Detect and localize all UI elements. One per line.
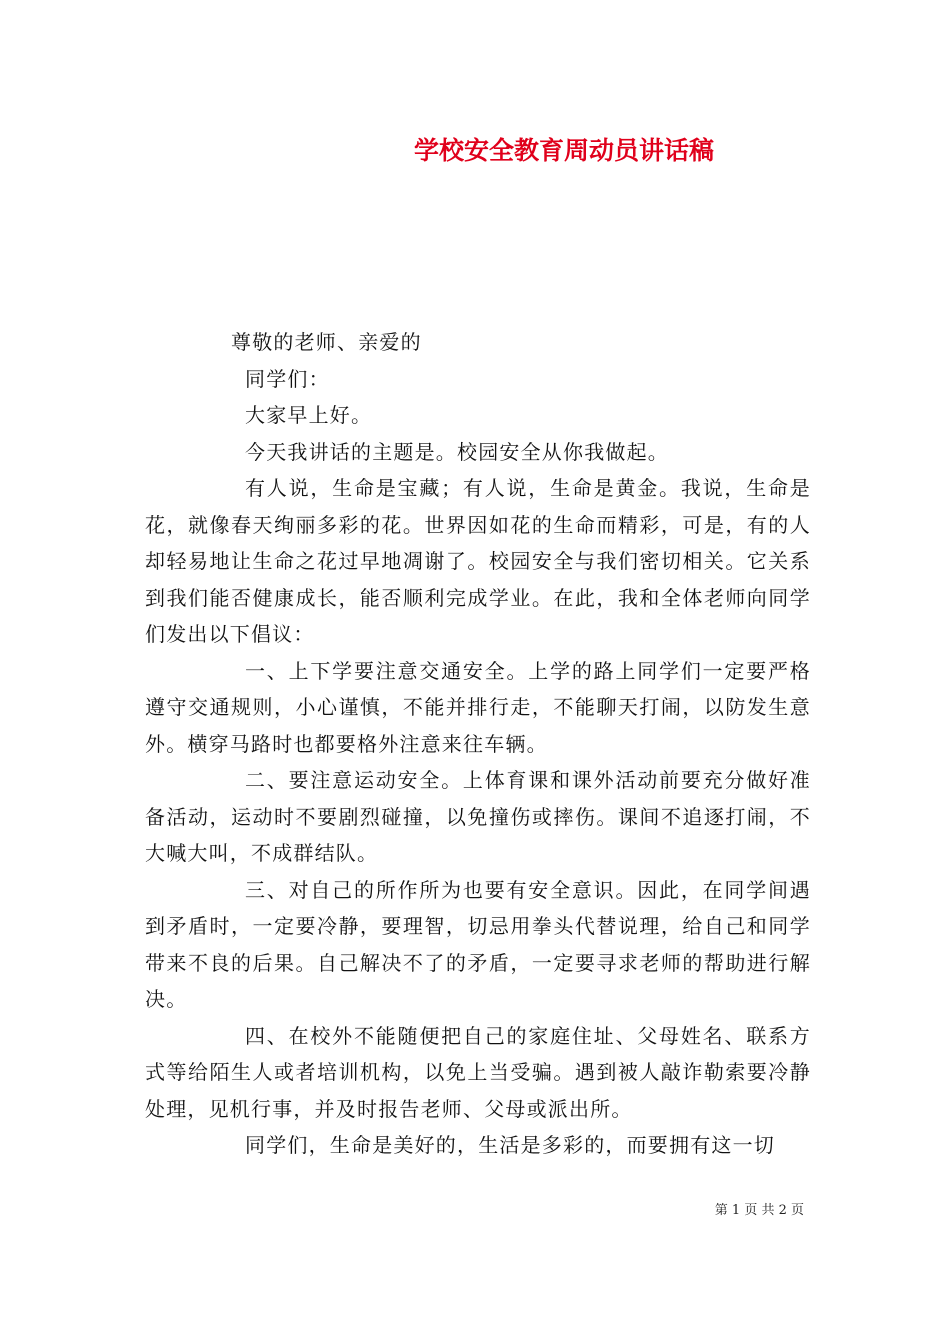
paragraph-point-1: 一、上下学要注意交通安全。上学的路上同学们一定要严格遵守交通规则，小心谨慎，不能并排行走，不能聊天打闹，以防发生意外。横穿马路时也都要格外注意来往车辆。 (145, 658, 811, 756)
document-title: 学校安全教育周动员讲话稿 (414, 136, 715, 165)
greeting: 大家早上好。 (245, 403, 373, 427)
paragraph-point-4: 四、在校外不能随便把自己的家庭住址、父母姓名、联系方式等给陌生人或者培训机构，以免上当受骗。遇到被人敲诈勒索要冷静处理，见机行事，并及时报告老师、父母或派出所。 (145, 1023, 811, 1121)
paragraph-closing: 同学们，生命是美好的，生活是多彩的，而要拥有这一切 (245, 1133, 775, 1157)
salutation-line-2: 同学们： (245, 366, 330, 391)
paragraph-point-2: 二、要注意运动安全。上体育课和课外活动前要充分做好准备活动，运动时不要剧烈碰撞，以免撞伤或摔伤。课间不追逐打闹，不大喊大叫，不成群结队。 (145, 768, 811, 865)
page-number-label: 第 1 页 共 2 页 (714, 1203, 804, 1218)
salutation-line-1: 尊敬的老师、亲爱的 (231, 330, 422, 354)
page-number-footer (715, 1202, 804, 1220)
topic-sentence: 今天我讲话的主题是。校园安全从你我做起。 (245, 439, 669, 464)
paragraph-intro: 有人说，生命是宝藏；有人说，生命是黄金。我说，生命是花，就像春天绚丽多彩的花。世界因如花的生命而精彩，可是，有的人却轻易地让生命之花过早地凋谢了。校园安全与我们密切相关。它关系到我们能否健康成长，能否顺利完成学业。在此，我和全体老师向同学们发出以下倡议： (145, 476, 811, 646)
document-body (145, 324, 811, 1164)
paragraph-point-3: 三、对自己的所作所为也要有安全意识。因此，在同学间遇到矛盾时，一定要冷静，要理智，切忌用拳头代替说理，给自己和同学带来不良的后果。自己解决不了的矛盾，一定要寻求老师的帮助进行解决。 (145, 877, 811, 1011)
